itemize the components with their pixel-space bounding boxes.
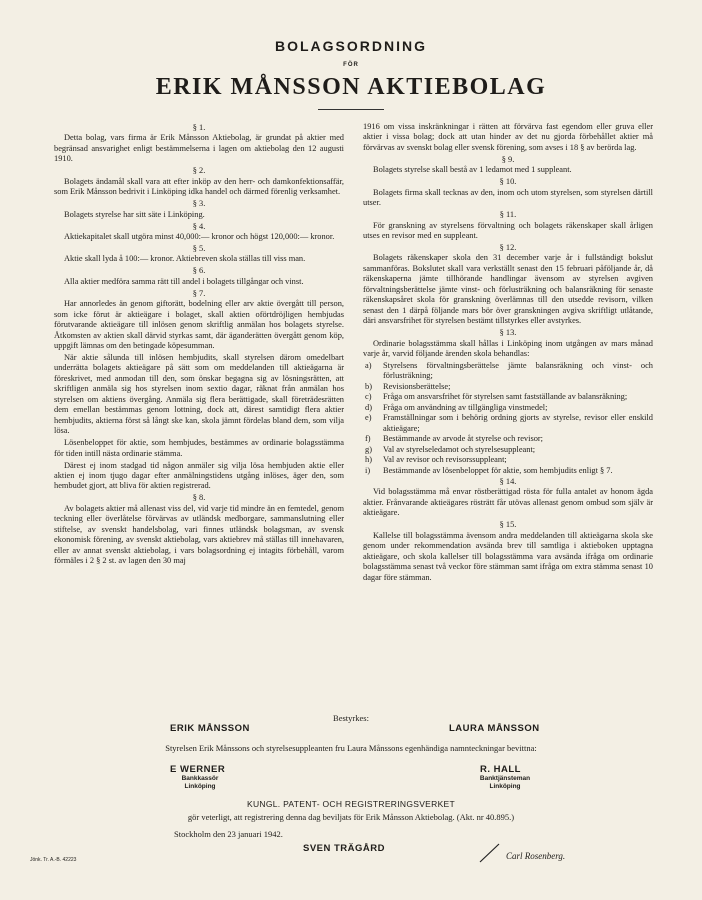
signature-carl-rosenberg: Carl Rosenberg. — [506, 851, 566, 861]
agenda-list — [363, 361, 653, 476]
paragraph: Alla aktier medföra samma rätt till andel i bolagets tillgångar och vinst. — [64, 276, 304, 286]
company-name: ERIK MÅNSSON AKTIEBOLAG — [155, 74, 547, 100]
section-heading: § 5. — [192, 243, 206, 253]
right-column — [363, 122, 653, 584]
paragraph: Bolagets firma skall tecknas av den, inom och utom styrelsen, som styrelsen därtill utser. — [363, 187, 653, 208]
paragraph: Aktiekapitalet skall utgöra minst 40,000:— kronor och högst 120,000:— kronor. — [64, 232, 335, 242]
paragraph: När aktie sålunda till inlösen hembjudits, skall styrelsen därom omedelbart underrätta bolagets aktieägare på sätt som om meddelanden till aktieägarna är föreskrivet, med anmodan till den, som önskar begagna sig av lösningsrätten, att skriftligen anmäla sig hos styrelsen inom sextio dagar, räknat från anmälan hos styrelsen om aktiens övergång. Anmäla sig flera berättigade, skall företrädesrätten dem emellan bestämmas genom lottning, dock att, därest samtidigt flera aktier hembjudits, aktierna först så långt ske kan, skola jämnt fördelas bland dem, som vilja lösa. — [54, 353, 344, 436]
paragraph: Bolagets styrelse har sitt säte i Linköping. — [64, 209, 205, 219]
section-heading: § 4. — [192, 221, 206, 231]
list-item: c) Fråga om ansvarsfrihet för styrelsen samt fastställande av balansräkning; — [365, 392, 628, 402]
list-item: g) Val av styrelseledamot och styrelsesuppleant; — [365, 444, 536, 454]
registration-text: gör veterligt, att registrering denna dag beviljats för Erik Månsson Aktiebolag. (Akt. nr 40.895.) — [187, 812, 515, 822]
section-heading: § 10. — [499, 177, 517, 187]
witness-hall-title: Banktjänsteman Linköping — [479, 775, 531, 790]
section-heading: § 15. — [499, 520, 517, 530]
signature-erik-mansson: ERIK MÅNSSON — [170, 723, 250, 734]
section-heading: § 11. — [499, 210, 517, 220]
section-heading: § 13. — [499, 328, 517, 338]
list-item: e) Framställningar som i behörig ordning gjorts av styrelse, revisor eller enskild aktieägare; — [365, 413, 653, 433]
paragraph: Av bolagets aktier må allenast viss del, vid varje tid mindre än en femtedel, genom teckning eller överlåtelse förvärvas av utländsk medborgare, sammanslutning eller stiftelse, av svenskt handelsbolag, vari finnes utländsk bolagsman, av svensk ekonomisk förening, av svenskt aktiebolag, vars aktiebrev må ställas till innehavaren, eller av annat svenskt aktiebolag, i vars bolagsordning ej intagits förbehåll, varom förmäles i 2 § 2 st. av lagen den 30 maj — [54, 503, 344, 566]
attestation-text: Styrelsen Erik Månssons och styrelsesuppleanten fru Laura Månssons egenhändiga namnteckningar bevittna: — [165, 743, 537, 753]
witness-hall-name: R. HALL — [480, 764, 521, 775]
paragraph: Därest ej inom stadgad tid någon anmäler sig vilja lösa hembjuden aktie eller aktien ej inom tjugo dagar efter anmälningstidens utgång inlöses, äger den, som hembudet gjort, att bliva för aktien registrerad. — [54, 460, 344, 491]
paragraph: Lösenbeloppet för aktie, som hembjudes, bestämmes av ordinarie bolagsstämma för tiden intill nästa ordinarie stämma. — [54, 438, 344, 458]
title-divider — [318, 109, 384, 110]
signature-stroke-icon — [478, 842, 502, 864]
bestyrkes-label: Bestyrkes: — [333, 713, 369, 723]
paragraph: Bolagets räkenskaper skola den 31 december varje år i fullständigt bokslut sammanföras. Bokslutet skall vara verkställt senast den 15 februari påföljande år, då räkenskaperna jämte tillhörande handlingar ävensom av styrelsen avgiven förvaltningsberättelse jämte vinst- och förlusträkning och balansräkning för senaste räkenskapsåret skola för granskning överlämnas till den utsedde revisorn, vilken senast den 1 därpå följande mars bör över granskningen avgiva skriftligt utlåtande, däri ansvarsfrihet för styrelsen bestämt tillstyrkes eller avstyrkes. — [363, 253, 653, 326]
list-item: f) Bestämmande av arvode åt styrelse och revisor; — [365, 434, 544, 444]
paragraph: För granskning av styrelsens förvaltning och bolagets räkenskaper skall årligen utses en revisor med en suppleant. — [363, 220, 653, 241]
paragraph: Ordinarie bolagsstämma skall hållas i Linköping inom utgången av mars månad varje år, varvid följande ärenden skola behandlas: — [363, 338, 653, 359]
signature-sven-tragard: SVEN TRÄGÅRD — [303, 843, 386, 854]
paragraph: Bolagets ändamål skall vara att efter inköp av den herr- och damkonfektionsaffär, som Erik Månsson bedrivit i Linköping idka handel och därmed förenlig verksamhet. — [54, 176, 344, 197]
witness-werner-name: E WERNER — [170, 764, 226, 775]
witness-werner-title: Bankkassör Linköping — [181, 775, 219, 790]
section-heading: § 7. — [192, 288, 206, 298]
title-for: FÖR — [343, 62, 359, 68]
section-heading: § 3. — [192, 199, 206, 209]
list-item: d) Fråga om användning av tillgängliga vinstmedel; — [365, 402, 548, 412]
paragraph: Detta bolag, vars firma är Erik Månsson Aktiebolag, är grundat på aktier med begränsad ansvarighet enligt bestämmelserna i lagen om aktiebolag den 12 augusti 1910. — [54, 133, 344, 164]
section-heading: § 9. — [501, 154, 515, 164]
paragraph: 1916 om vissa inskränkningar i rätten att förvärva fast egendom eller gruva eller aktier i vissa bolag; dock att utan hinder av det nu gjorda förbehållet aktier må förvärvas av svenskt bolag eller svensk förening, som avses i 18 § av berörda lag. — [363, 122, 653, 152]
paragraph: Vid bolagsstämma må envar röstberättigad rösta för fulla antalet av honom ägda aktier. Frånvarande aktieägares rösträtt får utövas allenast genom ombud som själv är aktieägare. — [363, 487, 653, 518]
paragraph: Aktie skall lyda å 100:— kronor. Aktiebreven skola ställas till viss man. — [64, 254, 306, 264]
left-column — [54, 122, 344, 568]
patent-office-heading: KUNGL. PATENT- OCH REGISTRERINGSVERKET — [246, 799, 456, 809]
list-item: a) Styrelsens förvaltningsberättelse jämte balansräkning och vinst- och förlusträkning; — [365, 360, 653, 381]
list-item: h) Val av revisor och revisorssuppleant; — [365, 455, 507, 465]
section-heading: § 8. — [192, 493, 206, 503]
list-item: b) Revisionsberättelse; — [365, 381, 451, 391]
printer-mark: Jönk. Tr. A.-B. 42223 — [30, 857, 77, 863]
section-heading: § 6. — [192, 266, 206, 276]
place-date: Stockholm den 23 januari 1942. — [174, 829, 283, 839]
document-title: BOLAGSORDNING — [275, 38, 427, 54]
paragraph: Bolagets styrelse skall bestå av 1 ledamot med 1 suppleant. — [373, 165, 572, 175]
section-heading: § 14. — [499, 476, 517, 486]
signature-laura-mansson: LAURA MÅNSSON — [449, 723, 540, 734]
section-heading: § 1. — [192, 123, 206, 132]
paragraph: Kallelse till bolagsstämma ävensom andra meddelanden till aktieägarna skola ske genom under rekommendation avsända brev till samtliga i aktieboken upptagna aktieägare, och skola kallelser till bolagsstämma vara avsända ifråga om ordinarie bolagsstämma senast två veckor före stämman samt ifråga om extra stämma senast 10 dagar före stämman. — [363, 530, 653, 582]
list-item: i) Bestämmande av lösenbeloppet för aktie, som hembjudits enligt § 7. — [365, 465, 613, 475]
section-heading: § 2. — [192, 166, 206, 176]
section-heading: § 12. — [499, 242, 517, 252]
paragraph: Har annorledes än genom giftorätt, bodelning eller arv aktie övergått till person, som icke förut är aktieägare i bolaget, skall aktien oförtdröjligen hembjudas förutvarande aktieägare till inlösen genom skriftlig anmälan hos bolagets styrelse. Åtkomsten av aktien skall därvid styrkas samt, där äganderätten övergått genom köp, uppgift lämnas om den betingade köpesumman. — [54, 299, 344, 351]
